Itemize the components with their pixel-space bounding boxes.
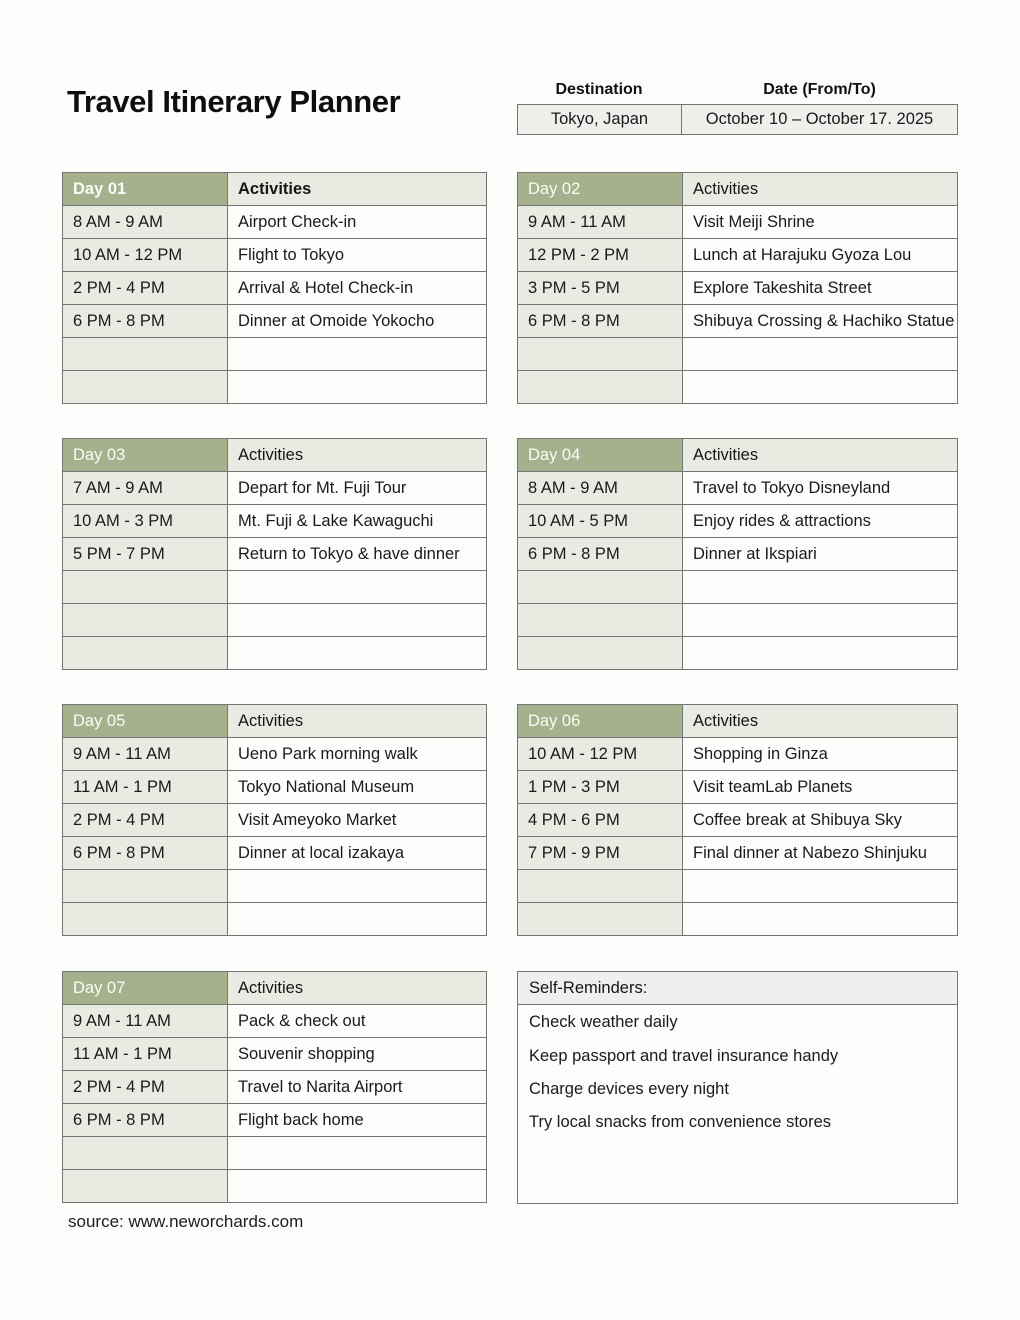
activity-cell: Travel to Tokyo Disneyland xyxy=(683,472,958,505)
day-header-row xyxy=(518,705,958,738)
day-header-row xyxy=(518,439,958,472)
itinerary-row xyxy=(63,272,487,305)
itinerary-row xyxy=(518,305,958,338)
day-table-02 xyxy=(517,172,958,404)
day-label: Day 01 xyxy=(63,173,228,206)
activities-column-label: Activities xyxy=(683,705,958,738)
activity-cell xyxy=(228,903,487,936)
time-slot-cell: 10 AM - 12 PM xyxy=(518,738,683,771)
time-slot-cell: 3 PM - 5 PM xyxy=(518,272,683,305)
time-slot-cell: 2 PM - 4 PM xyxy=(63,1071,228,1104)
page-title: Travel Itinerary Planner xyxy=(67,84,401,119)
activity-cell: Explore Takeshita Street xyxy=(683,272,958,305)
activity-cell: Enjoy rides & attractions xyxy=(683,505,958,538)
activity-cell xyxy=(683,870,958,903)
itinerary-row xyxy=(518,870,958,903)
itinerary-row xyxy=(63,771,487,804)
itinerary-row xyxy=(63,1170,487,1203)
day-header-row xyxy=(518,173,958,206)
time-slot-cell: 10 AM - 12 PM xyxy=(63,239,228,272)
itinerary-row xyxy=(63,837,487,870)
activities-column-label: Activities xyxy=(683,173,958,206)
itinerary-row xyxy=(518,505,958,538)
itinerary-row xyxy=(518,472,958,505)
trip-summary-value-row xyxy=(517,104,958,135)
itinerary-row xyxy=(63,903,487,936)
time-slot-cell: 8 AM - 9 AM xyxy=(63,206,228,239)
itinerary-row xyxy=(63,1071,487,1104)
activity-cell: Final dinner at Nabezo Shinjuku xyxy=(683,837,958,870)
itinerary-row xyxy=(518,206,958,239)
time-slot-cell: 1 PM - 3 PM xyxy=(518,771,683,804)
activity-cell: Shibuya Crossing & Hachiko Statue xyxy=(683,305,958,338)
itinerary-row xyxy=(518,272,958,305)
itinerary-row xyxy=(518,837,958,870)
itinerary-row xyxy=(63,505,487,538)
itinerary-row xyxy=(518,637,958,670)
time-slot-cell xyxy=(63,371,228,404)
time-slot-cell: 6 PM - 8 PM xyxy=(518,538,683,571)
time-slot-cell: 9 AM - 11 AM xyxy=(63,738,228,771)
day-table-01 xyxy=(62,172,487,404)
activity-cell: Travel to Narita Airport xyxy=(228,1071,487,1104)
day-header-row xyxy=(63,173,487,206)
activity-cell xyxy=(683,903,958,936)
activity-cell: Depart for Mt. Fuji Tour xyxy=(228,472,487,505)
day-label: Day 06 xyxy=(518,705,683,738)
itinerary-row xyxy=(518,371,958,404)
activity-cell: Tokyo National Museum xyxy=(228,771,487,804)
itinerary-row xyxy=(63,804,487,837)
activity-cell xyxy=(228,1170,487,1203)
activity-cell: Visit Ameyoko Market xyxy=(228,804,487,837)
time-slot-cell xyxy=(63,1137,228,1170)
time-slot-cell xyxy=(63,903,228,936)
itinerary-row xyxy=(518,239,958,272)
itinerary-row xyxy=(63,206,487,239)
time-slot-cell: 6 PM - 8 PM xyxy=(63,1104,228,1137)
activity-cell: Visit Meiji Shrine xyxy=(683,206,958,239)
time-slot-cell: 12 PM - 2 PM xyxy=(518,239,683,272)
time-slot-cell xyxy=(518,571,683,604)
time-slot-cell: 7 PM - 9 PM xyxy=(518,837,683,870)
activity-cell: Dinner at Omoide Yokocho xyxy=(228,305,487,338)
activities-column-label: Activities xyxy=(228,705,487,738)
day-header-row xyxy=(63,439,487,472)
itinerary-row xyxy=(63,338,487,371)
date-range-value: October 10 – October 17. 2025 xyxy=(682,105,957,134)
activities-column-label: Activities xyxy=(228,173,487,206)
time-slot-cell xyxy=(518,604,683,637)
activity-cell xyxy=(228,338,487,371)
activity-cell xyxy=(228,870,487,903)
time-slot-cell xyxy=(63,571,228,604)
destination-label: Destination xyxy=(555,81,643,98)
itinerary-row xyxy=(63,239,487,272)
day-header-row xyxy=(63,972,487,1005)
activity-cell: Shopping in Ginza xyxy=(683,738,958,771)
date-range-label: Date (From/To) xyxy=(763,81,876,98)
trip-summary-header-row xyxy=(517,76,958,104)
day-itinerary-table xyxy=(62,438,487,670)
activity-cell: Flight to Tokyo xyxy=(228,239,487,272)
time-slot-cell xyxy=(518,637,683,670)
itinerary-row xyxy=(63,1104,487,1137)
itinerary-row xyxy=(518,738,958,771)
activity-cell: Coffee break at Shibuya Sky xyxy=(683,804,958,837)
day-itinerary-table xyxy=(517,704,958,936)
activity-cell: Pack & check out xyxy=(228,1005,487,1038)
day-itinerary-table xyxy=(62,172,487,404)
destination-value: Tokyo, Japan xyxy=(518,105,682,134)
activity-cell xyxy=(683,604,958,637)
itinerary-row xyxy=(63,571,487,604)
day-itinerary-table xyxy=(62,971,487,1203)
time-slot-cell: 8 AM - 9 AM xyxy=(518,472,683,505)
activity-cell xyxy=(228,371,487,404)
time-slot-cell: 10 AM - 3 PM xyxy=(63,505,228,538)
time-slot-cell: 10 AM - 5 PM xyxy=(518,505,683,538)
time-slot-cell: 6 PM - 8 PM xyxy=(63,837,228,870)
itinerary-row xyxy=(518,604,958,637)
activity-cell xyxy=(228,637,487,670)
activity-cell: Dinner at Ikspiari xyxy=(683,538,958,571)
activity-cell: Ueno Park morning walk xyxy=(228,738,487,771)
time-slot-cell: 6 PM - 8 PM xyxy=(518,305,683,338)
itinerary-row xyxy=(518,771,958,804)
itinerary-row xyxy=(63,472,487,505)
day-label: Day 02 xyxy=(518,173,683,206)
activities-column-label: Activities xyxy=(228,439,487,472)
day-table-05 xyxy=(62,704,487,936)
activity-cell: Mt. Fuji & Lake Kawaguchi xyxy=(228,505,487,538)
itinerary-row xyxy=(518,804,958,837)
reminder-item: Try local snacks from convenience stores xyxy=(529,1113,832,1132)
activity-cell xyxy=(683,637,958,670)
activity-cell xyxy=(228,604,487,637)
itinerary-row xyxy=(518,903,958,936)
day-header-row xyxy=(63,705,487,738)
time-slot-cell: 11 AM - 1 PM xyxy=(63,771,228,804)
time-slot-cell: 2 PM - 4 PM xyxy=(63,804,228,837)
day-table-06 xyxy=(517,704,958,936)
itinerary-row xyxy=(63,738,487,771)
itinerary-row xyxy=(63,637,487,670)
activity-cell xyxy=(683,571,958,604)
self-reminders-box xyxy=(517,971,958,1204)
time-slot-cell: 7 AM - 9 AM xyxy=(63,472,228,505)
reminder-item: Check weather daily xyxy=(529,1013,678,1032)
activity-cell xyxy=(683,338,958,371)
day-table-04 xyxy=(517,438,958,670)
itinerary-row xyxy=(63,604,487,637)
day-itinerary-table xyxy=(62,704,487,936)
activities-column-label: Activities xyxy=(228,972,487,1005)
time-slot-cell: 9 AM - 11 AM xyxy=(63,1005,228,1038)
self-reminders-title: Self-Reminders: xyxy=(518,972,957,1005)
time-slot-cell xyxy=(518,870,683,903)
activity-cell: Return to Tokyo & have dinner xyxy=(228,538,487,571)
time-slot-cell xyxy=(518,903,683,936)
itinerary-row xyxy=(63,538,487,571)
activity-cell xyxy=(228,1137,487,1170)
source-note: source: www.neworchards.com xyxy=(68,1212,304,1231)
time-slot-cell xyxy=(63,637,228,670)
self-reminders-list xyxy=(518,1005,957,1140)
activities-column-label: Activities xyxy=(683,439,958,472)
reminder-item: Keep passport and travel insurance handy xyxy=(529,1046,839,1065)
itinerary-row xyxy=(518,571,958,604)
day-label: Day 07 xyxy=(63,972,228,1005)
time-slot-cell: 9 AM - 11 AM xyxy=(518,206,683,239)
itinerary-row xyxy=(518,538,958,571)
time-slot-cell: 4 PM - 6 PM xyxy=(518,804,683,837)
activity-cell: Flight back home xyxy=(228,1104,487,1137)
time-slot-cell xyxy=(63,1170,228,1203)
itinerary-row xyxy=(518,338,958,371)
day-itinerary-table xyxy=(517,438,958,670)
time-slot-cell: 6 PM - 8 PM xyxy=(63,305,228,338)
time-slot-cell xyxy=(63,604,228,637)
time-slot-cell: 5 PM - 7 PM xyxy=(63,538,228,571)
day-label: Day 03 xyxy=(63,439,228,472)
time-slot-cell xyxy=(518,371,683,404)
activity-cell: Airport Check-in xyxy=(228,206,487,239)
activity-cell xyxy=(228,571,487,604)
day-table-07 xyxy=(62,971,487,1203)
time-slot-cell: 11 AM - 1 PM xyxy=(63,1038,228,1071)
reminder-item: Charge devices every night xyxy=(529,1079,729,1098)
itinerary-row xyxy=(63,870,487,903)
day-label: Day 05 xyxy=(63,705,228,738)
itinerary-row xyxy=(63,1137,487,1170)
time-slot-cell xyxy=(63,870,228,903)
trip-summary-table xyxy=(517,76,958,135)
activity-cell: Lunch at Harajuku Gyoza Lou xyxy=(683,239,958,272)
day-table-03 xyxy=(62,438,487,670)
itinerary-row xyxy=(63,1038,487,1071)
itinerary-row xyxy=(63,305,487,338)
time-slot-cell xyxy=(518,338,683,371)
day-label: Day 04 xyxy=(518,439,683,472)
activity-cell: Souvenir shopping xyxy=(228,1038,487,1071)
activity-cell: Visit teamLab Planets xyxy=(683,771,958,804)
itinerary-row xyxy=(63,371,487,404)
activity-cell: Arrival & Hotel Check-in xyxy=(228,272,487,305)
day-itinerary-table xyxy=(517,172,958,404)
time-slot-cell: 2 PM - 4 PM xyxy=(63,272,228,305)
time-slot-cell xyxy=(63,338,228,371)
itinerary-row xyxy=(63,1005,487,1038)
activity-cell xyxy=(683,371,958,404)
activity-cell: Dinner at local izakaya xyxy=(228,837,487,870)
